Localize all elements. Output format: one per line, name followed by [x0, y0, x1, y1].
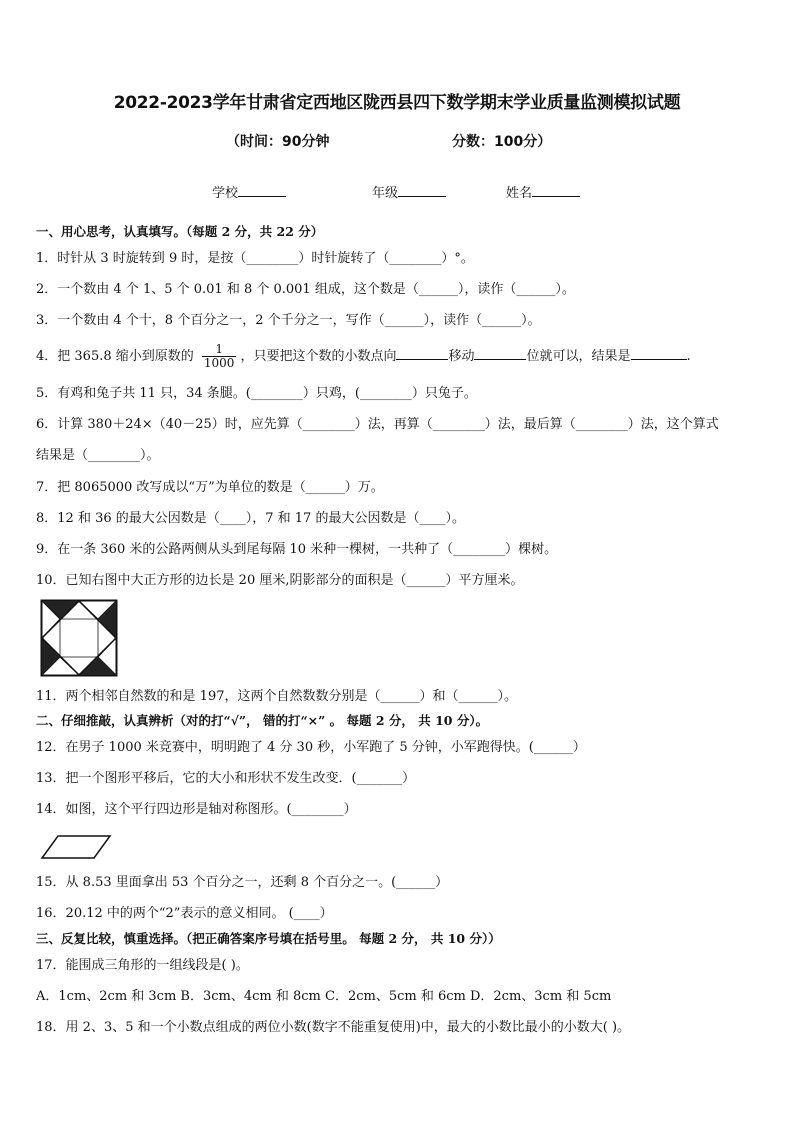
- question-18: 18．用 2、3、5 和一个小数点组成的两位小数(数字不能重复使用)中，最大的小数比最小的小数大( )。: [36, 1020, 631, 1035]
- fraction-denominator: 1000: [203, 356, 235, 370]
- question-4: [36, 342, 691, 372]
- question-11: 11．两个相邻自然数的和是 197，这两个自然数数分别是（______）和（______）。: [36, 689, 517, 704]
- question-10: 10．已知右图中大正方形的边长是 20 厘米,阴影部分的面积是（______）平方厘米。: [36, 573, 524, 588]
- square-figure: [40, 599, 118, 677]
- section-3-heading: 三、反复比较，慎重选择。（把正确答案序号填在括号里。 每题 2 分， 共 10 分））: [36, 931, 501, 946]
- grade-field[interactable]: [372, 182, 446, 201]
- question-16: 16．20.12 中的两个“2”表示的意义相同。 (____）: [36, 906, 333, 921]
- grade-label: 年级: [372, 186, 399, 201]
- question-17-options: A．1cm、2cm 和 3cm B．3cm、4cm 和 8cm C．2cm、5cm 和 6cm D．2cm、3cm 和 5cm: [36, 989, 612, 1004]
- question-3: 3．一个数由 4 个十，8 个百分之一，2 个千分之一，写作（______），读作（______）。: [36, 313, 541, 328]
- exam-time: （时间：90分钟: [226, 134, 330, 150]
- question-13: 13．把一个图形平移后，它的大小和形状不发生改变．(_______）: [36, 771, 416, 786]
- exam-score: 分数：100分）: [452, 134, 552, 150]
- question-5: 5．有鸡和兔子共 11 只，34 条腿。(________）只鸡，(________）只兔子。: [36, 386, 477, 401]
- question-6-line-1: 6．计算 380＋24×（40－25）时，应先算（________）法，再算（________）法，最后算（________）法，这个算式: [36, 417, 719, 432]
- q4-prefix: 4．把 365.8 缩小到原数的: [36, 349, 194, 364]
- question-14: 14．如图，这个平行四边形是轴对称图形。(________）: [36, 802, 357, 817]
- q4-text-3: 位就可以，结果是: [526, 349, 631, 364]
- fraction: [202, 343, 237, 370]
- question-12: 12．在男子 1000 米竞赛中，明明跑了 4 分 30 秒，小军跑了 5 分钟，小军跑得快。(______）: [36, 740, 586, 755]
- q4-end: .: [686, 349, 691, 364]
- answer-blank[interactable]: [396, 347, 448, 360]
- parallelogram-figure: [40, 834, 112, 860]
- q4-text-2: 移动: [448, 349, 475, 364]
- q4-text-1: ，只要把这个数的小数点向: [240, 349, 397, 364]
- section-2-heading: 二、仔细推敲，认真辨析（对的打“√”， 错的打“×” 。 每题 2 分， 共 10 分）。: [36, 713, 489, 728]
- fraction-numerator: 1: [215, 342, 223, 356]
- name-label: 姓名: [506, 186, 533, 201]
- answer-blank[interactable]: [474, 347, 526, 360]
- section-1-heading: 一、用心思考，认真填写。（每题 2 分，共 22 分）: [36, 224, 324, 239]
- school-field[interactable]: [212, 182, 286, 201]
- name-field[interactable]: [506, 182, 580, 201]
- school-label: 学校: [212, 186, 239, 201]
- question-1: 1．时针从 3 时旋转到 9 时，是按（________）时针旋转了（________）°。: [36, 251, 474, 266]
- question-15: 15．从 8.53 里面拿出 53 个百分之一，还剩 8 个百分之一。(______）: [36, 875, 449, 890]
- answer-blank[interactable]: [631, 347, 687, 360]
- question-6-line-2: 结果是（________）。: [36, 448, 160, 463]
- question-8: 8．12 和 36 的最大公因数是（____），7 和 17 的最大公因数是（____）。: [36, 511, 465, 526]
- question-17: 17．能围成三角形的一组线段是( )。: [36, 958, 249, 973]
- question-2: 2．一个数由 4 个 1、5 个 0.01 和 8 个 0.001 组成，这个数是（______），读作（______）。: [36, 282, 575, 297]
- question-7: 7．把 8065000 改写成以“万”为单位的数是（______）万。: [36, 480, 384, 495]
- question-9: 9．在一条 360 米的公路两侧从头到尾每隔 10 米种一棵树，一共种了（________）棵树。: [36, 542, 558, 557]
- exam-title: 2022-2023学年甘肃省定西地区陇西县四下数学期末学业质量监测模拟试题: [113, 93, 681, 113]
